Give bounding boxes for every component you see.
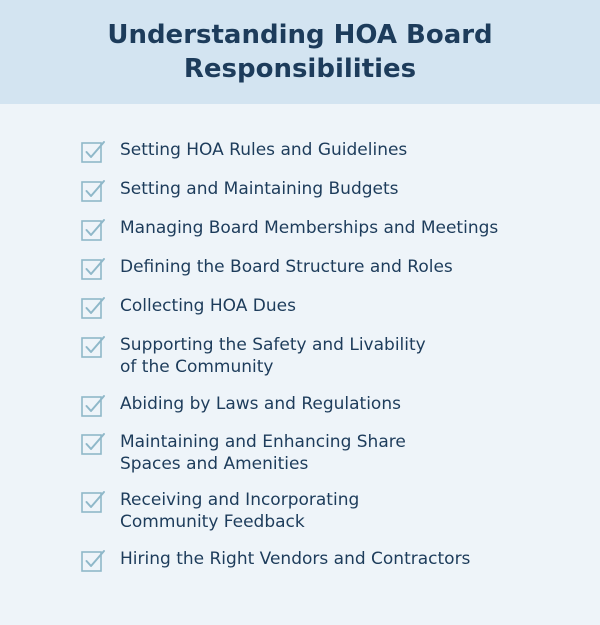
checkbox-checked-icon (80, 489, 106, 515)
list-item-label: Collecting HOA Dues (120, 296, 296, 316)
list-item-label: Defining the Board Structure and Roles (120, 257, 453, 277)
checkbox-checked-icon (80, 256, 106, 282)
checkbox-checked-icon (80, 178, 106, 204)
title-banner (0, 0, 600, 104)
list-item-label: Abiding by Laws and Regulations (120, 394, 401, 414)
list-item-label: Setting and Maintaining Budgets (120, 179, 399, 199)
checkbox-checked-icon (80, 548, 106, 574)
checkbox-checked-icon (80, 393, 106, 419)
list-item-label: Managing Board Memberships and Meetings (120, 218, 499, 238)
checkbox-checked-icon (80, 217, 106, 243)
list-item-label: Receiving and Incorporating Community Feedback (120, 490, 360, 532)
list-item-label: Supporting the Safety and Livability of the Community (120, 335, 426, 377)
checkbox-checked-icon (80, 139, 106, 165)
page-title (0, 18, 600, 86)
title-line-1: Understanding HOA Board (107, 20, 493, 50)
title-line-2: Responsibilities (183, 54, 417, 84)
list-item-label: Maintaining and Enhancing Share Spaces and Amenities (120, 432, 406, 474)
list-item-label: Setting HOA Rules and Guidelines (120, 140, 408, 160)
checkbox-checked-icon (80, 295, 106, 321)
checkbox-checked-icon (80, 334, 106, 360)
list-item-label: Hiring the Right Vendors and Contractors (120, 549, 471, 569)
checkbox-checked-icon (80, 431, 106, 457)
